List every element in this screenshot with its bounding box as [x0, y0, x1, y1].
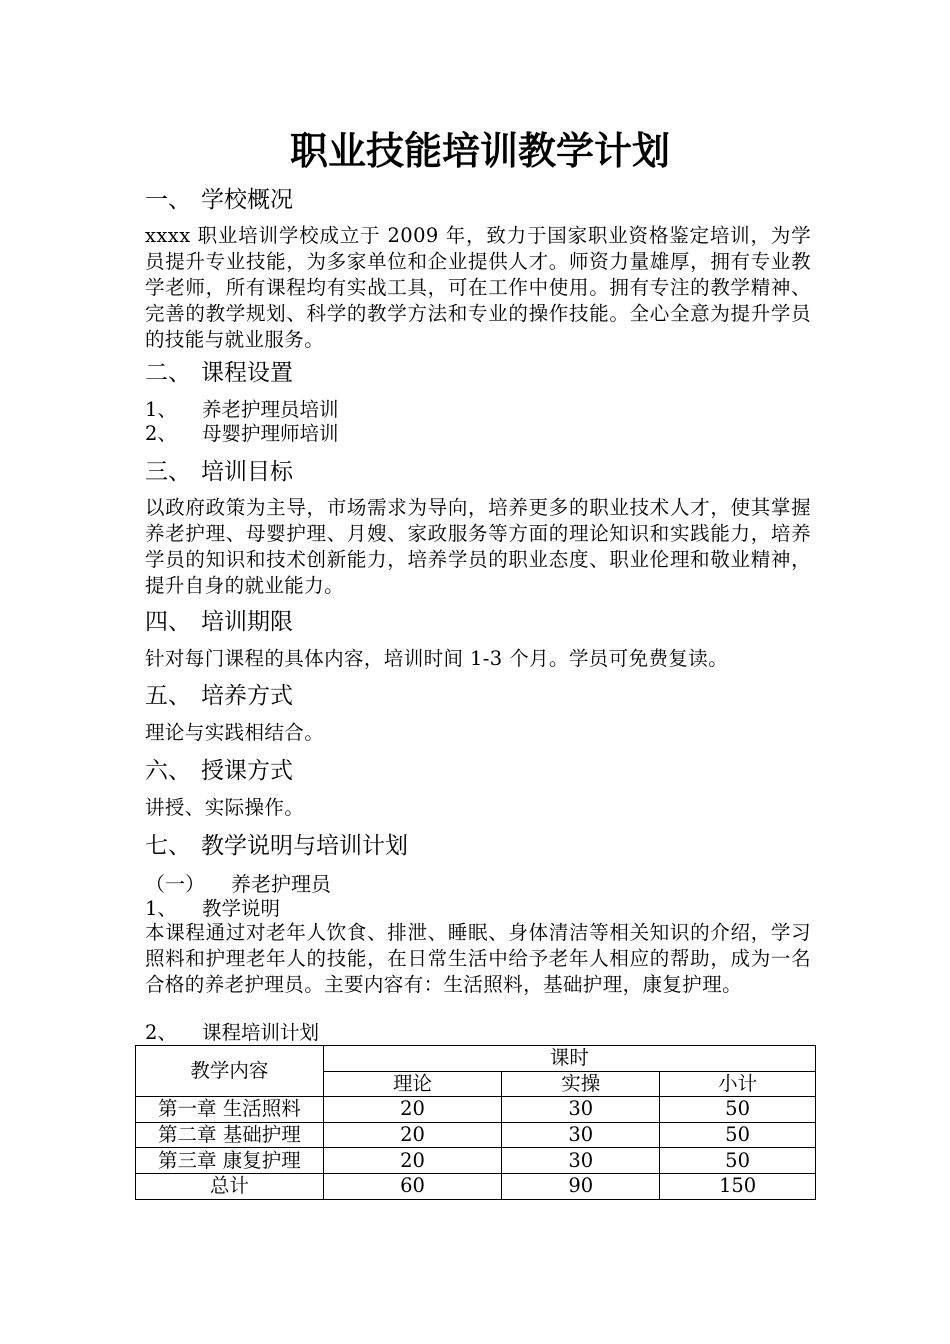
- page-title: 职业技能培训教学计划: [289, 128, 670, 173]
- course-item: [145, 421, 339, 446]
- description-paragraph: 本课程通过对老年人饮食、排泄、睡眠、身体清洁等相关知识的介绍，学习照料和护理老年人的技能，在日常生活中给予老年人相应的帮助，成为一名合格的养老护理员。主要内容有：生活照料，基础护理，康复护理。: [145, 921, 811, 996]
- section-number: 五、: [145, 683, 191, 709]
- cell-practice: 30: [502, 1122, 660, 1148]
- section-number: 七、: [145, 833, 191, 859]
- course-plan-table: [135, 1045, 816, 1200]
- course-label: 母婴护理师培训: [202, 422, 339, 445]
- header-hours: 课时: [323, 1046, 815, 1072]
- cell-theory: 60: [323, 1173, 502, 1199]
- table-row: [136, 1122, 816, 1148]
- plan-item-number: 1、: [145, 897, 177, 920]
- course-item: [145, 397, 339, 422]
- course-number: 2、: [145, 422, 177, 445]
- cell-subtotal: 50: [660, 1122, 816, 1148]
- cell-practice: 30: [502, 1148, 660, 1174]
- table-row: [136, 1148, 816, 1174]
- cell-subtotal: 50: [660, 1148, 816, 1174]
- plan-item: [145, 896, 280, 921]
- section-heading-period: [145, 606, 293, 638]
- cell-content: 总计: [136, 1173, 324, 1199]
- plan-item-label: 课程培训计划: [202, 1021, 320, 1044]
- section-title: 授课方式: [201, 758, 293, 784]
- header-practice: 实操: [502, 1071, 660, 1097]
- section-heading-goals: [145, 456, 293, 488]
- course-number: 1、: [145, 398, 177, 421]
- section-title: 培养方式: [201, 683, 293, 709]
- section-number: 四、: [145, 609, 191, 635]
- section-heading-plan: [145, 830, 408, 862]
- section-heading-courses: [145, 357, 293, 389]
- section-number: 三、: [145, 459, 191, 485]
- cell-content: 第一章 生活照料: [136, 1097, 324, 1123]
- subsection-number: （一）: [145, 872, 205, 896]
- section-number: 一、: [145, 187, 191, 213]
- section-title: 学校概况: [201, 187, 293, 213]
- cell-theory: 20: [323, 1148, 502, 1174]
- subsection-title: 养老护理员: [231, 872, 331, 896]
- section-heading-training-method: [145, 680, 293, 712]
- plan-item: [145, 1020, 319, 1045]
- table-total-row: [136, 1173, 816, 1199]
- section-title: 培训目标: [201, 459, 293, 485]
- section-title: 培训期限: [201, 609, 293, 635]
- cell-practice: 30: [502, 1097, 660, 1123]
- section-title: 教学说明与培训计划: [201, 833, 408, 859]
- plan-item-number: 2、: [145, 1021, 177, 1044]
- cell-content: 第二章 基础护理: [136, 1122, 324, 1148]
- section-heading-teaching-method: [145, 755, 293, 787]
- plan-item-label: 教学说明: [202, 897, 281, 920]
- cell-practice: 90: [502, 1173, 660, 1199]
- header-subtotal: 小计: [660, 1071, 816, 1097]
- cell-theory: 20: [323, 1122, 502, 1148]
- overview-paragraph: xxxx 职业培训学校成立于 2009 年，致力于国家职业资格鉴定培训，为学员提升专业技能，为多家单位和企业提供人才。师资力量雄厚，拥有专业教学老师，所有课程均有实战工具，可在工作中使用。拥有专注的教学精神、完善的教学规划、科学的教学方法和专业的操作技能。全心全意为提升学员的技能与就业服务。: [145, 224, 811, 351]
- section-number: 二、: [145, 360, 191, 386]
- header-theory: 理论: [323, 1071, 502, 1097]
- teaching-method-paragraph: 讲授、实际操作。: [145, 796, 305, 819]
- table-row: [136, 1097, 816, 1123]
- period-paragraph: 针对每门课程的具体内容，培训时间 1-3 个月。学员可免费复读。: [145, 647, 729, 670]
- section-number: 六、: [145, 758, 191, 784]
- course-label: 养老护理员培训: [202, 398, 339, 421]
- cell-subtotal: 50: [660, 1097, 816, 1123]
- table-header-row: [136, 1046, 816, 1072]
- header-content: 教学内容: [136, 1046, 324, 1097]
- section-title: 课程设置: [201, 360, 293, 386]
- training-method-paragraph: 理论与实践相结合。: [145, 721, 325, 744]
- subsection-heading: [145, 871, 331, 897]
- goal-paragraph: 以政府政策为主导，市场需求为导向，培养更多的职业技术人才，使其掌握养老护理、母婴护理、月嫂、家政服务等方面的理论知识和实践能力，培养学员的知识和技术创新能力，培养学员的职业态度、职业伦理和敬业精神，提升自身的就业能力。: [145, 496, 811, 597]
- cell-content: 第三章 康复护理: [136, 1148, 324, 1174]
- cell-subtotal: 150: [660, 1173, 816, 1199]
- cell-theory: 20: [323, 1097, 502, 1123]
- section-heading-overview: [145, 184, 293, 216]
